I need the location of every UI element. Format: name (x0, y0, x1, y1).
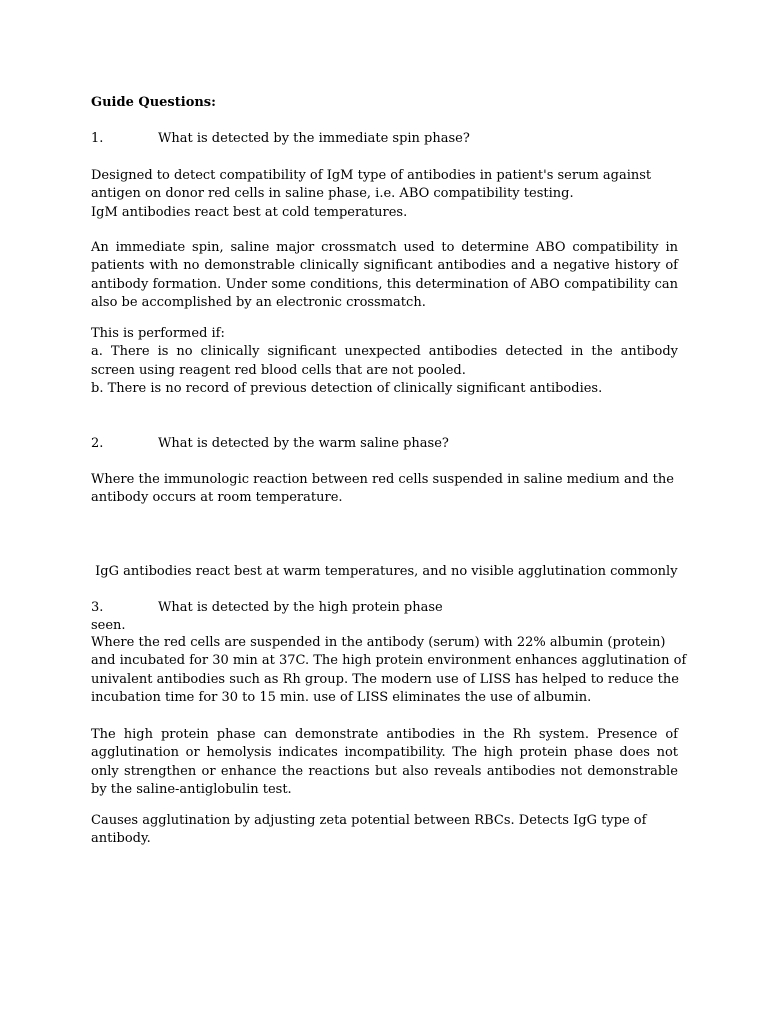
q1-answer-paragraph-3 (91, 325, 678, 398)
q2-answer-line-1: Where the immunologic reaction between red cells suspended in saline medium and the (91, 472, 674, 487)
question-1 (91, 130, 691, 148)
q3-answer-line-4: incubation time for 30 to 15 min. use of LISS eliminates the use of albumin. (91, 689, 592, 705)
q1-condition-b: b. There is no record of previous detection of clinically significant antibodies. (91, 380, 603, 396)
q3-answer-line-1: Where the red cells are suspended in the antibody (serum) with 22% albumin (protein) (91, 635, 666, 650)
q3-answer-paragraph-1 (91, 634, 687, 707)
q3-answer-paragraph-2: The high protein phase can demonstrate antibodies in the Rh system. Presence of agglutination or hemolysis indicates incompatibility. The high protein phase does not only strengthen or enhance the reactions but also reveals antibodies not demonstrable by the saline-antiglobulin test. (91, 727, 678, 797)
q3-answer-paragraph-3 (91, 812, 678, 849)
page-heading: Guide Questions: (91, 95, 216, 110)
q2-answer-line-4: seen. (91, 618, 126, 634)
question-2-text: What is detected by the warm saline phase? (158, 436, 449, 451)
q1-answer-paragraph-1 (91, 167, 678, 222)
question-3-text: What is detected by the high protein phase (158, 600, 443, 615)
question-2 (91, 435, 691, 453)
q1-answer-line-3: IgM antibodies react best at cold temperatures. (91, 204, 408, 220)
question-3-number: 3. (91, 600, 104, 615)
question-3 (91, 599, 691, 617)
q1-answer-line-2: antigen on donor red cells in saline phase, i.e. ABO compatibility testing. (91, 186, 574, 202)
q3-answer-line-5: Causes agglutination by adjusting zeta potential between RBCs. Detects IgG type of (91, 813, 647, 828)
q1-answer-line-1: Designed to detect compatibility of IgM type of antibodies in patient's serum against (91, 168, 652, 183)
q2-answer-paragraph-1 (91, 471, 678, 508)
q1-answer-paragraph-2: An immediate spin, saline major crossmatch used to determine ABO compatibility in patients with no demonstrable clinically significant antibodies and a negative history of antibody formation. Under some conditions, this determination of ABO compatibility can also be accomplished by an electronic crossmatch. (91, 240, 678, 310)
q1-performed-if-intro: This is performed if: (91, 326, 225, 341)
q3-answer-line-6: antibody. (91, 831, 151, 847)
q2-answer-line-3: IgG antibodies react best at warm temperatures, and no visible agglutination commonly (91, 563, 678, 579)
q1-condition-a: a. There is no clinically significant unexpected antibodies detected in the antibody screen using reagent red blood cells that are not pooled. (91, 344, 678, 378)
question-1-number: 1. (91, 131, 104, 146)
q3-answer-line-3: univalent antibodies such as Rh group. The modern use of LISS has helped to reduce the (91, 671, 679, 687)
q2-answer-line-2: antibody occurs at room temperature. (91, 490, 343, 506)
q3-answer-line-2: and incubated for 30 min at 37C. The high protein environment enhances agglutination of (91, 653, 687, 669)
question-2-number: 2. (91, 436, 104, 451)
question-1-text: What is detected by the immediate spin phase? (158, 131, 470, 146)
